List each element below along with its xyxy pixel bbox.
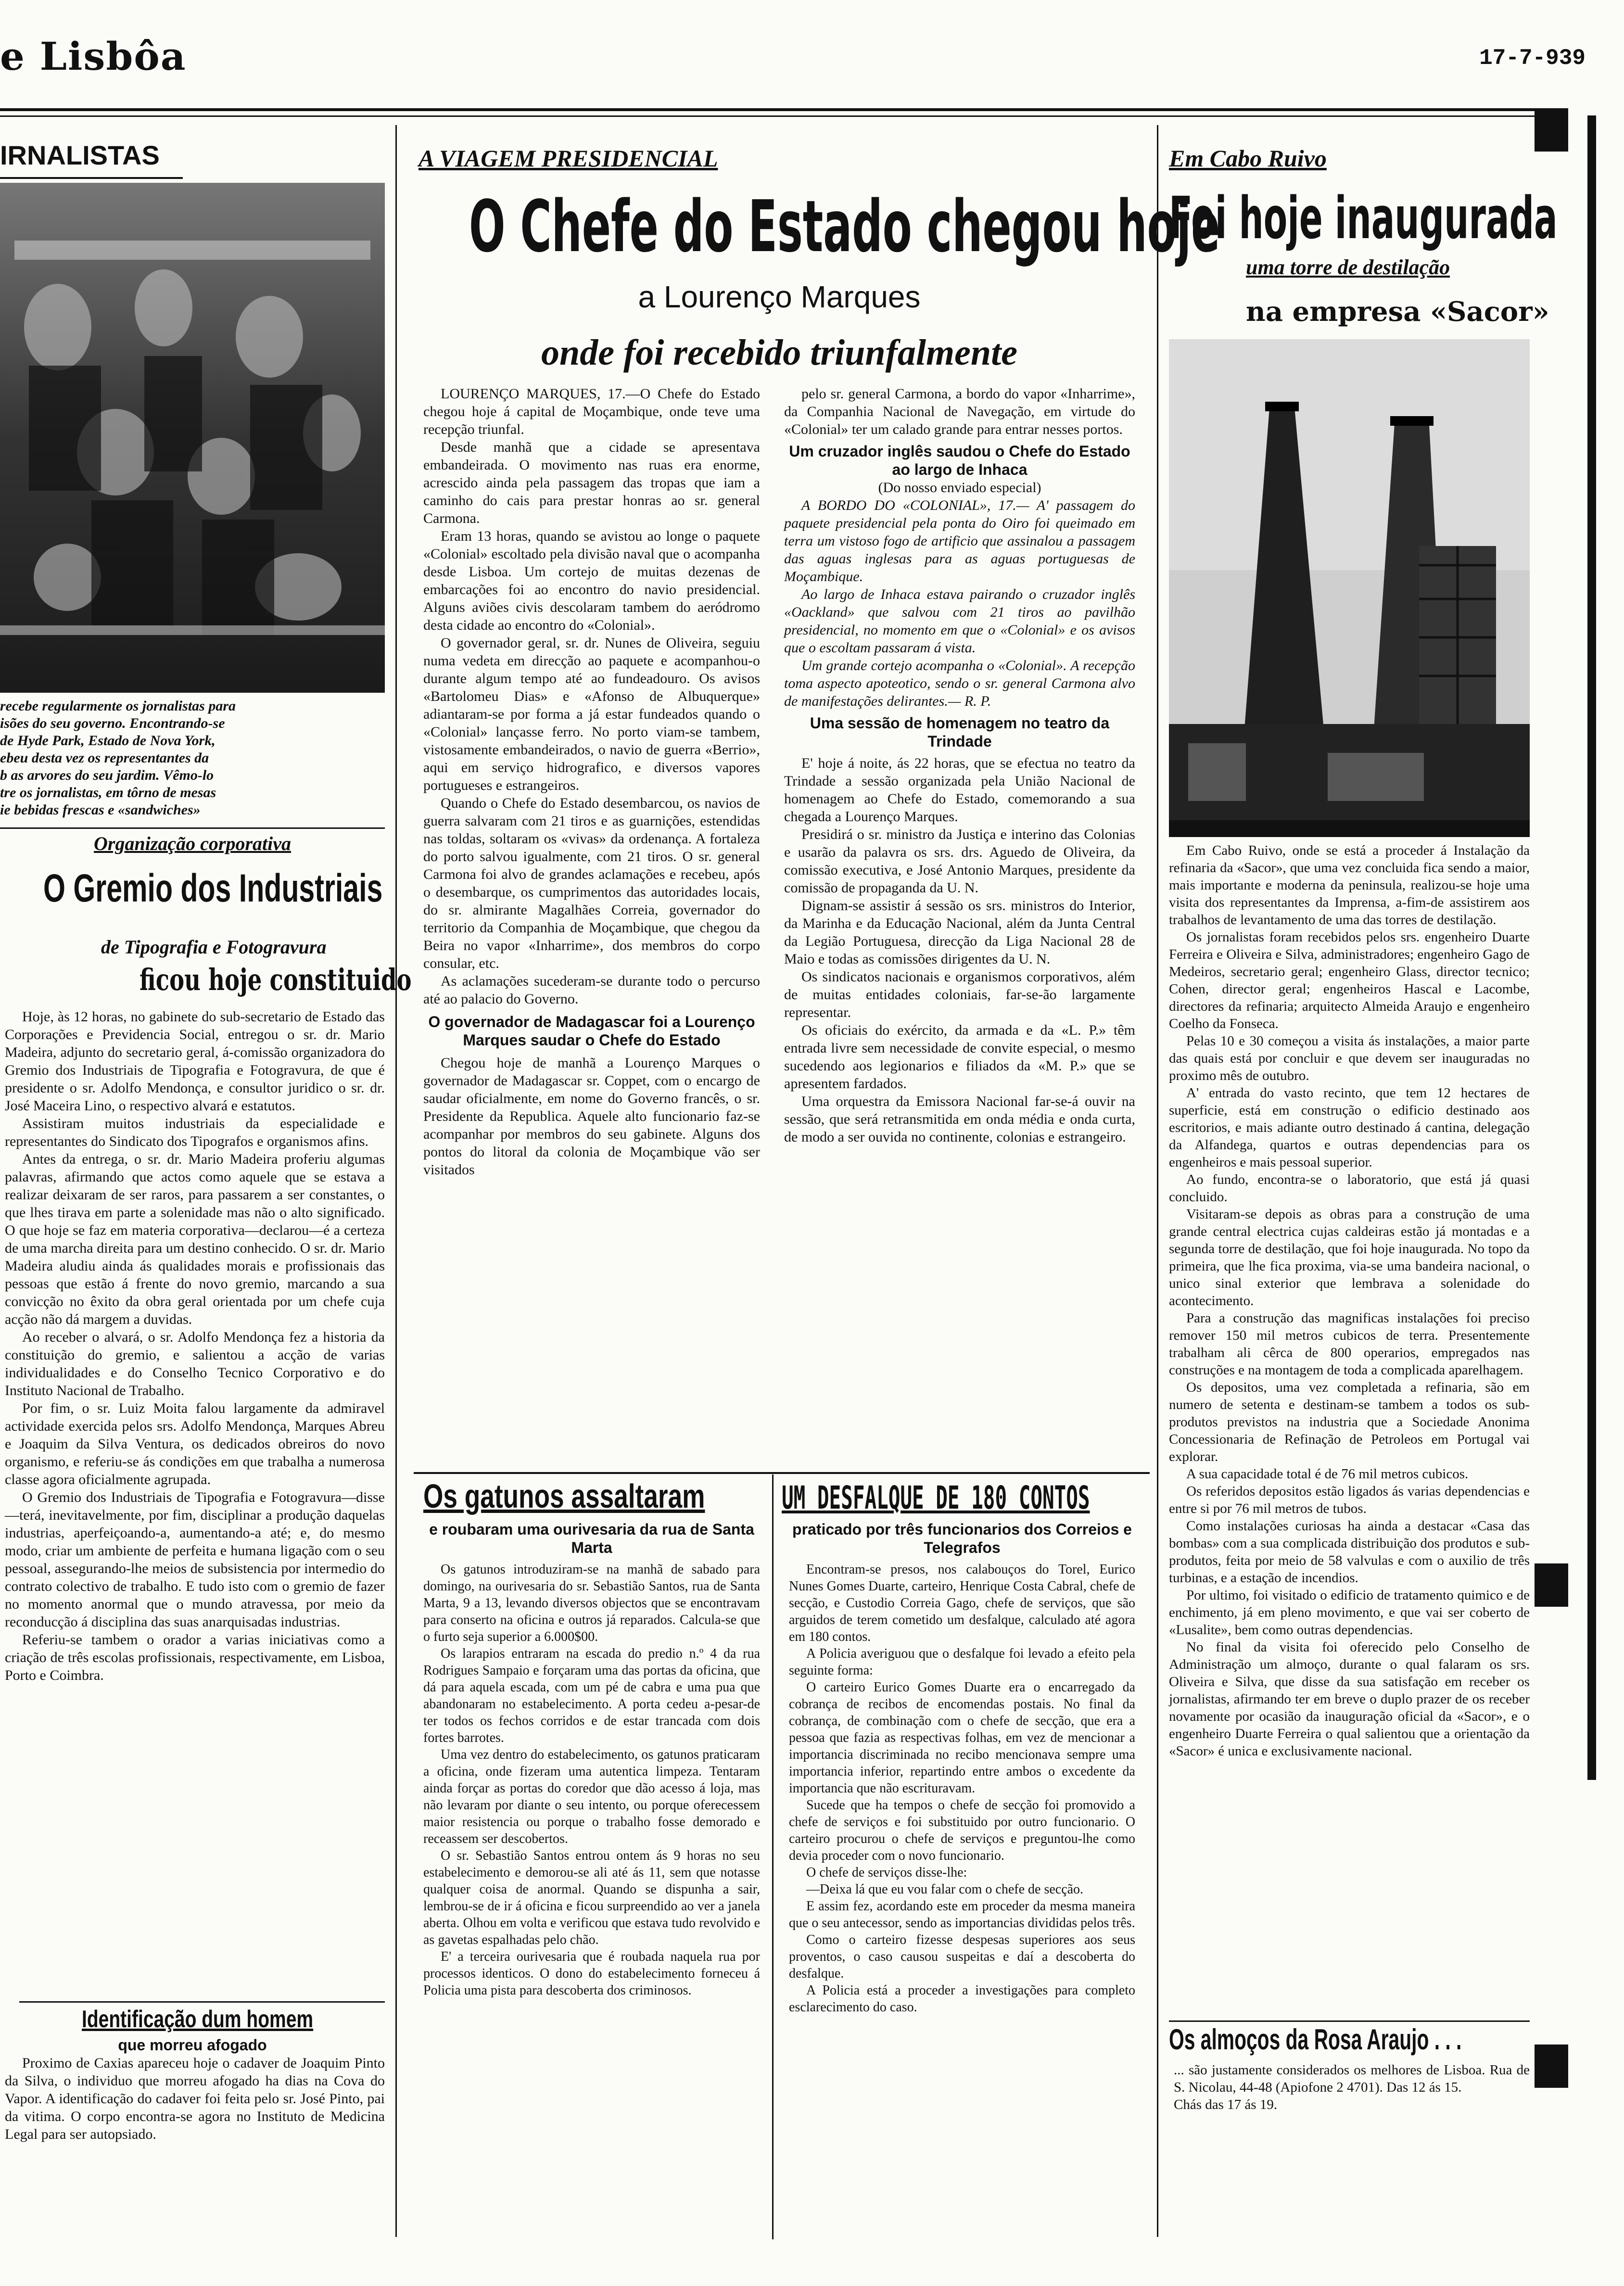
paragraph: Antes da entrega, o sr. dr. Mario Madeira proferiu algumas palavras, afirmando que actos como aquele que se estava a realizar deixaram de ser raros, para passarem a ser constantes, o que lhes tirava em parte a solenidade mas não o alto significado. O que hoje se faz em materia corporativa—declarou—é a certeza de uma marcha direita para um destino conhecido. O sr. dr. Mario Madeira aludiu ainda ás qualidades morais e profissionais das pessoas que estão á frente do novo gremio, marcando a sua convicção no êxito da obra geral orientada por um chefe cuja acção não dá margem a duvidas.: [5, 1151, 385, 1327]
divider: [19, 2001, 385, 2003]
paragraph: Um grande cortejo acompanha o «Colonial». A recepção toma aspecto apoteotico, sendo o sr. general Carmona alvo de manifestações delirantes.— R. P.: [784, 658, 1135, 709]
article-body: [5, 2054, 385, 2143]
paragraph: Eram 13 horas, quando se avistou ao longe o paquete «Colonial» escoltado pela divisão naval que o acompanha desde Lisboa. Um cortejo de muitas dezenas de embarcações foi ao encontro do navio presidencial. Alguns aviões civis descolaram tambem do aeródromo desta cidade ao encontro do «Colonial».: [423, 528, 760, 633]
section-underline: [0, 177, 183, 179]
divider: [0, 827, 385, 829]
paragraph: A sua capacidade total é de 76 mil metros cubicos.: [1186, 1466, 1469, 1482]
article-body: [5, 1008, 385, 1684]
paragraph: O chefe de serviços disse-lhe:: [806, 1865, 967, 1880]
paragraph: A' entrada do vasto recinto, que tem 12 hectares de superficie, está em construção o edificio destinado aos escritorios, e mais adiante outro destinado á cantina, delegação da Alfandega, quartos e outras dependencias para os engenheiros e mais pessoal superior.: [1169, 1085, 1530, 1170]
refinery-photo: [1169, 339, 1530, 837]
paragraph: Os referidos depositos estão ligados ás varias dependencias e entre si por 76 mil metros de tubos.: [1169, 1484, 1530, 1516]
corner-block: [1535, 108, 1568, 152]
main-headline: O Chefe do Estado chegou hoje: [469, 185, 1220, 268]
headline: Identificação dum homem: [82, 2006, 314, 2032]
kicker: Em Cabo Ruivo: [1169, 145, 1327, 172]
subhead: Uma sessão de homenagem no teatro da Trindade: [810, 714, 1110, 750]
paragraph: O governador geral, sr. dr. Nunes de Oliveira, seguiu numa vedeta em direcção ao paquete e acompanhou-o durante algum tempo até ao fundeadouro. Os avisos «Bartolomeu Dias» e «Afonso de Albuquerque» adiantaram-se por forma a já estar fundeados quando o «Colonial» lançasse ferro. No porto viam-se tambem, vistosamente embandeirados, o navio de guerra «Berrio», aqui em serviço hidrografico, e diversos vapores portugueses e estrangeiros.: [423, 635, 760, 793]
subhead: que morreu afogado: [118, 2036, 267, 2054]
column-divider: [1157, 125, 1158, 2237]
kicker: Organização corporativa: [94, 833, 291, 854]
paragraph: Chegou hoje de manhã a Lourenço Marques o governador de Madagascar sr. Coppet, com o encargo de saudar oficialmente, em nome do Governo francês, o sr. Presidente da Republica. Aquele alto funcionario faz-se acompanhar por membros do seu gabinete. Alguns dos pontos do litoral da colonia de Moçambique vão ser visitados: [423, 1055, 760, 1178]
paragraph: Sucede que ha tempos o chefe de secção foi promovido a chefe de serviços e foi substituido por outro funcionario. O carteiro procurou o chefe de serviços e preguntou-lhe como devia proceder com o novo funcionario.: [789, 1798, 1135, 1863]
divider: [414, 1472, 1150, 1474]
paragraph: LOURENÇO MARQUES, 17.—O Chefe do Estado chegou hoje á capital de Moçambique, onde teve uma recepção triunfal.: [423, 386, 760, 437]
paragraph: Ao largo de Inhaca estava pairando o cruzador inglês «Oackland» que salvou com 21 tiros ao pavilhão presidencial, no momento em que o «Colonial» e os avisos que o escoltam passaram á vista.: [784, 586, 1135, 656]
headline: Foi hoje inaugurada: [1169, 185, 1558, 252]
paragraph: O Gremio dos Industriais de Tipografia e Fotogravura—disse—terá, inevitavelmente, por fim, disciplinar a produção daquelas industrias, aperfeiçoando-a, aumentando-a até; e, do mesmo modo, criar um ambiente de perfeita e humana ligação com o seu pessoal, assegurando-lhe meios de subsistencia por intermedio do contrato colectivo de trabalho. E tudo isto com o gremio de fazer no momento anormal que o mundo atravessa, por meio da reconducção á disciplina das suas anarquisadas industrias.: [5, 1489, 385, 1630]
photo-caption: recebe regularmente os jornalistas para isões do seu governo. Encontrando-se de Hyde Park, Estado de Nova York, ebeu desta vez os representantes da b as arvores do seu jardim. Vêmo-lo tre os jornalistas, em tôrno de mesas ie bebidas frescas e «sandwiches»: [0, 698, 236, 818]
subhead: O governador de Madagascar foi a Lourenço Marques saudar o Chefe do Estado: [428, 1013, 755, 1049]
subhead: de Tipografia e Fotogravura: [101, 936, 327, 958]
paragraph: Assistiram muitos industriais da especialidade e representantes do Sindicato dos Tipografos e organismos afins.: [5, 1116, 385, 1149]
article-body: [423, 1561, 760, 1999]
paragraph: Uma orquestra da Emissora Nacional far-se-á ouvir na sessão, que será retransmitida em onda média e onda curta, de modo a ser ouvida no continente, colonias e estrangeiro.: [784, 1093, 1135, 1145]
paragraph: Ao receber o alvará, o sr. Adolfo Mendonça fez a historia da constituição do gremio, e salientou a acção de varias individualidades e do Conselho Tecnico Corporativo e do Instituto Nacional de Trabalho.: [5, 1329, 385, 1398]
kicker: A VIAGEM PRESIDENCIAL: [419, 145, 718, 172]
paragraph: No final da visita foi oferecido pelo Conselho de Administração um almoço, durante o qual falaram os srs. Oliveira e Silva, que disse da sua satisfação em receber os jornalistas, afirmando ter em breve o duplo prazer de os receber novamente por ocasião da inauguração oficial da «Sacor», e o engenheiro Duarte Ferreira o qual salientou que a orientação da «Sacor» é unica e exclusivamente nacional.: [1169, 1639, 1530, 1759]
byline-note: (Do nosso enviado especial): [878, 480, 1041, 495]
paragraph: O carteiro Eurico Gomes Duarte era o encarregado da cobrança de recibos de encomendas postais. No final da cobrança, de combinação com o chefe de secção, que era a pessoa que fazia as respectivas folhas, em vez de mencionar a importancia discriminada no recibo mencionava sempre uma importancia inferior, repartindo entre ambos o excedente da importancia que não escrituravam.: [789, 1680, 1135, 1796]
paragraph: Os sindicatos nacionais e organismos corporativos, além de muitas entidades coloniais, far-se-ão largamente representar.: [784, 969, 1135, 1020]
column-divider: [772, 1474, 774, 2239]
paragraph: Quando o Chefe do Estado desembarcou, os navios de guerra salvaram com 21 tiros e as guarnições, estendidas nas toldas, soltaram os «vivas» da ordenança. A fortaleza do porto salvou igualmente, com 21 tiros. O sr. general Carmona foi alvo de grandes aclamações e recebeu, após o desembarque, os cumprimentos das autoridades locais, do sr. almirante Magalhães Correia, governador do territorio da Companhia de Moçambique, que chegou da Beira no vapor «Inharrime», dos membros do corpo consular, etc.: [423, 795, 760, 971]
paragraph: Por fim, o sr. Luiz Moita falou largamente da admiravel actividade exercida pelos srs. Adolfo Mendonça, Marques Abreu e Joaquim da Silva Ventura, os dedicados obreiros do novo organismo, e referiu-se ás condições em que trabalha a numerosa classe agora oficialmente agrupada.: [5, 1400, 385, 1487]
issue-date: 17-7-939: [1479, 46, 1586, 71]
paragraph: E' a terceira ourivesaria que é roubada naquela rua por processos identicos. O dono do estabelecimento forneceu á Policia uma pista para descoberta dos criminosos.: [423, 1949, 760, 1998]
masthead-rule-thin: [0, 115, 1535, 117]
paragraph: A BORDO DO «COLONIAL», 17.— A' passagem do paquete presidencial pela ponta do Oiro foi queimado em terra um vistoso fogo de artificio que assinalou a passagem das aguas inglesas para as aguas portuguesas de Moçambique.: [784, 497, 1135, 584]
headline: O Gremio dos Industriais: [43, 866, 383, 910]
subhead: uma torre de destilação: [1246, 255, 1450, 279]
italic-report: [784, 496, 1135, 710]
paragraph: E' hoje á noite, ás 22 horas, que se efectua no teatro da Trindade a sessão organizada pela União Nacional de homenagem ao Chefe do Estado, comemorando a sua chegada a Lourenço Marques.: [784, 755, 1135, 825]
paragraph: Para a construção das magnificas instalações foi preciso remover 150 mil metros cubicos de terra. Presentemente trabalham ali cêrca de 800 operarios, empregados nas construções e na montagem de toda a complicada aparelhagem.: [1169, 1310, 1530, 1378]
corner-block-bottom: [1535, 2045, 1568, 2088]
subhead: praticado por três funcionarios dos Correios e Telegrafos: [792, 1521, 1132, 1556]
article-column-b: [784, 385, 1135, 1146]
paragraph: Referiu-se tambem o orador a varias iniciativas como a criação de três escolas profissionais, respectivamente, em Lisboa, Porto e Coimbra.: [5, 1632, 385, 1683]
paragraph: Hoje, às 12 horas, no gabinete do sub-secretario de Estado das Corporações e Previdencia Social, entregou o sr. dr. Mario Madeira, adjunto do secretario geral, á-comissão organizadora do Gremio dos Industriais de Tipografia e Fotogravura, de que é presidente o sr. Adolfo Mendonça, e consultor juridico o sr. dr. José Maceira Lino, o respectivo alvará e estatutos.: [5, 1009, 385, 1114]
ad-body: ... são justamente considerados os melhores de Lisboa. Rua de S. Nicolau, 44-48 (Apiofone 2 4701). Das 12 ás 15. Chás das 17 ás 19.: [1174, 2062, 1530, 2112]
paragraph: Os oficiais do exército, da armada e da «L. P.» têm entrada livre sem necessidade de convite especial, o mesmo sucedendo aos legionarios e filiados da «M. P.» que se apresentem fardados.: [784, 1022, 1135, 1092]
paragraph: Como o carteiro fizesse despesas superiores aos seus proventos, o caso causou suspeitas e daí a descoberta do desfalque.: [789, 1932, 1135, 1981]
paragraph: E assim fez, acordando este em proceder da mesma maneira que o seu antecessor, sendo as importancias divididas pelos três.: [789, 1899, 1135, 1930]
paragraph: Em Cabo Ruivo, onde se está a proceder á Instalação da refinaria da «Sacor», que uma vez concluida fica sendo a maior, mais importante e moderna da peninsula, realizou-se hoje uma visita dos representantes da Imprensa, a-fim-de assistirem aos trabalhos de levantamento de uma das torres de destilação.: [1169, 843, 1530, 927]
ad-headline: Os almoços da Rosa Araujo . . .: [1169, 2023, 1462, 2056]
paragraph: Os jornalistas foram recebidos pelos srs. engenheiro Duarte Ferreira e Oliveira e Silva, administradores; engenheiro Gago de Medeiros, secretario geral; engenheiro Glass, director tecnico; Cohen, director geral; engenheiros Hascal e Lacombe, directores da refinaria; arquitecto Almeida Araujo e engenheiro Coelho da Fonseca.: [1169, 929, 1530, 1031]
article-column-a: [423, 385, 760, 1179]
subhead-2: ficou hoje constituido: [140, 962, 412, 997]
paragraph: A Policia está a proceder a investigações para completo esclarecimento do caso.: [789, 1983, 1135, 2015]
paragraph: Proximo de Caxias apareceu hoje o cadaver de Joaquim Pinto da Silva, o individuo que morreu afogado ha dias na Cova do Vapor. A identificação do cadaver foi feita pelo sr. José Pinto, pai da vitima. O corpo encontra-se agora no Instituto de Medicina Legal para ser autopsiado.: [5, 2055, 385, 2142]
paragraph: O sr. Sebastião Santos entrou ontem ás 9 horas no seu estabelecimento e demorou-se ali até ás 11, sem que notasse qualquer coisa de anormal. Quando se dispunha a sair, lembrou-se de ir á oficina e ficou surpreendido ao ver a janela aberta. Olhou em volta e verificou que estava tudo revolvido e as gavetas espalhadas pelo chão.: [423, 1848, 760, 1947]
press-photo: [0, 183, 385, 693]
paragraph: Os larapios entraram na escada do predio n.º 4 da rua Rodrigues Sampaio e forçaram uma das portas da oficina, que dá para aquela escada, com um pé de cabra e uma pua que abandonaram no estabelecimento. A porta cedeu a-pesar-de ter todos os fechos corridos e de estar trancada com dois fortes barrotes.: [423, 1646, 760, 1745]
main-subhead-2: onde foi recebido triunfalmente: [541, 332, 1018, 373]
paragraph: Dignam-se assistir á sessão os srs. ministros do Interior, da Marinha e da Educação Nacional, além da Junta Central da Legião Portuguesa, direcção da Liga Nacional 28 de Maio e todas as comissões dirigentes da U. N.: [784, 898, 1135, 967]
paragraph: Ao fundo, encontra-se o laboratorio, que está já quasi concluido.: [1169, 1172, 1530, 1205]
paragraph: Pelas 10 e 30 começou a visita ás instalações, a maior parte das quais está por concluir e que devem ser inauguradas no proximo mês de outubro.: [1169, 1033, 1530, 1083]
masthead-title: e Lisbôa: [0, 34, 187, 79]
paragraph: Desde manhã que a cidade se apresentava embandeirada. O movimento nas ruas era enorme, acrescido ainda pela passagem das tropas que iam a caminho do cais para prestar honras ao sr. general Carmona.: [423, 439, 760, 526]
paragraph: Visitaram-se depois as obras para a construção de uma grande central electrica cujas caldeiras estão já montadas e a segunda torre de destilação, que foi hoje inaugurada. No topo da primeira, que lhe fica proxima, via-se uma bandeira nacional, o unico sinal exterior que lembrava a solenidade do acontecimento.: [1169, 1206, 1530, 1308]
article-body: [1169, 842, 1530, 1760]
paragraph: pelo sr. general Carmona, a bordo do vapor «Inharrime», da Companhia Nacional de Navegação, em virtude do «Colonial» ter um calado grande para entrar nesses portos.: [784, 386, 1135, 437]
paragraph: Os gatunos introduziram-se na manhã de sabado para domingo, na ourivesaria do sr. Sebastião Santos, rua de Santa Marta, 9 a 13, levando diversos objectos que se encontravam para conserto na oficina e outros já reparados. Calcula-se que o furto seja superior a 6.000$00.: [423, 1562, 760, 1644]
paragraph: Como instalações curiosas ha ainda a destacar «Casa das bombas» com a sua complicada distribuição dos produtos e sub-produtos, feita por meio de 58 valvulas e com o auxilio de três turbinas, e a estação de incendios.: [1169, 1518, 1530, 1586]
headline: Os gatunos assaltaram: [423, 1477, 705, 1515]
paragraph: A Policia averiguou que o desfalque foi levado a efeito pela seguinte forma:: [789, 1646, 1135, 1678]
headline: UM DESFALQUE DE 180 CONTOS: [782, 1479, 1090, 1516]
paragraph: As aclamações sucederam-se durante todo o percurso até ao palacio do Governo.: [423, 973, 760, 1007]
subhead: Um cruzador inglês saudou o Chefe do Estado ao largo de Inhaca: [789, 443, 1130, 478]
corner-block-lower: [1535, 1563, 1568, 1607]
column-divider: [395, 125, 397, 2237]
section-title: IRNALISTAS: [0, 140, 160, 170]
paragraph: Presidirá o sr. ministro da Justiça e interino das Colonias e usarão da palavra os srs. drs. Aguedo de Oliveira, da comissão executiva, e José Antonio Marques, presidente da comissão de propaganda da U. N.: [784, 826, 1135, 896]
paragraph: Encontram-se presos, nos calabouços do Torel, Eurico Nunes Gomes Duarte, carteiro, Henrique Costa Cabral, chefe de secção, e Custodio Correia Gago, chefe de serviços, que são arguidos de terem cometido um desfalque, calculado até agora em 180 contos.: [789, 1562, 1135, 1644]
article-body: [789, 1561, 1135, 2016]
right-margin-bar: [1587, 115, 1596, 1780]
subhead-2: na empresa «Sacor»: [1246, 296, 1549, 328]
divider: [1169, 2020, 1530, 2022]
paragraph: —Deixa lá que eu vou falar com o chefe de secção.: [806, 1882, 1084, 1897]
main-subhead: a Lourenço Marques: [638, 279, 921, 314]
paragraph: Por ultimo, foi visitado o edificio de tratamento quimico e de enchimento, já em pleno movimento, e que vai ser coberto de «Lusalite», bem como outras dependencias.: [1169, 1588, 1530, 1638]
paragraph: Os depositos, uma vez completada a refinaria, são em numero de setenta e destinam-se tambem a todos os sub-produtos previstos na industria que a Sociedade Anonima Concessionaria de Refinação de Petroleos em Portugal vai explorar.: [1169, 1380, 1530, 1464]
subhead: e roubaram uma ourivesaria da rua de Santa Marta: [429, 1521, 754, 1556]
paragraph: Uma vez dentro do estabelecimento, os gatunos praticaram a oficina, onde fizeram uma autentica limpeza. Tentaram ainda forçar as portas do coredor que dão acesso á loja, mas não levaram por diante o seu intento, ou porque oferecessem maior resistencia ou porque o trabalho fosse demorado e receassem ser descobertos.: [423, 1747, 760, 1846]
masthead-rule: [0, 108, 1535, 111]
